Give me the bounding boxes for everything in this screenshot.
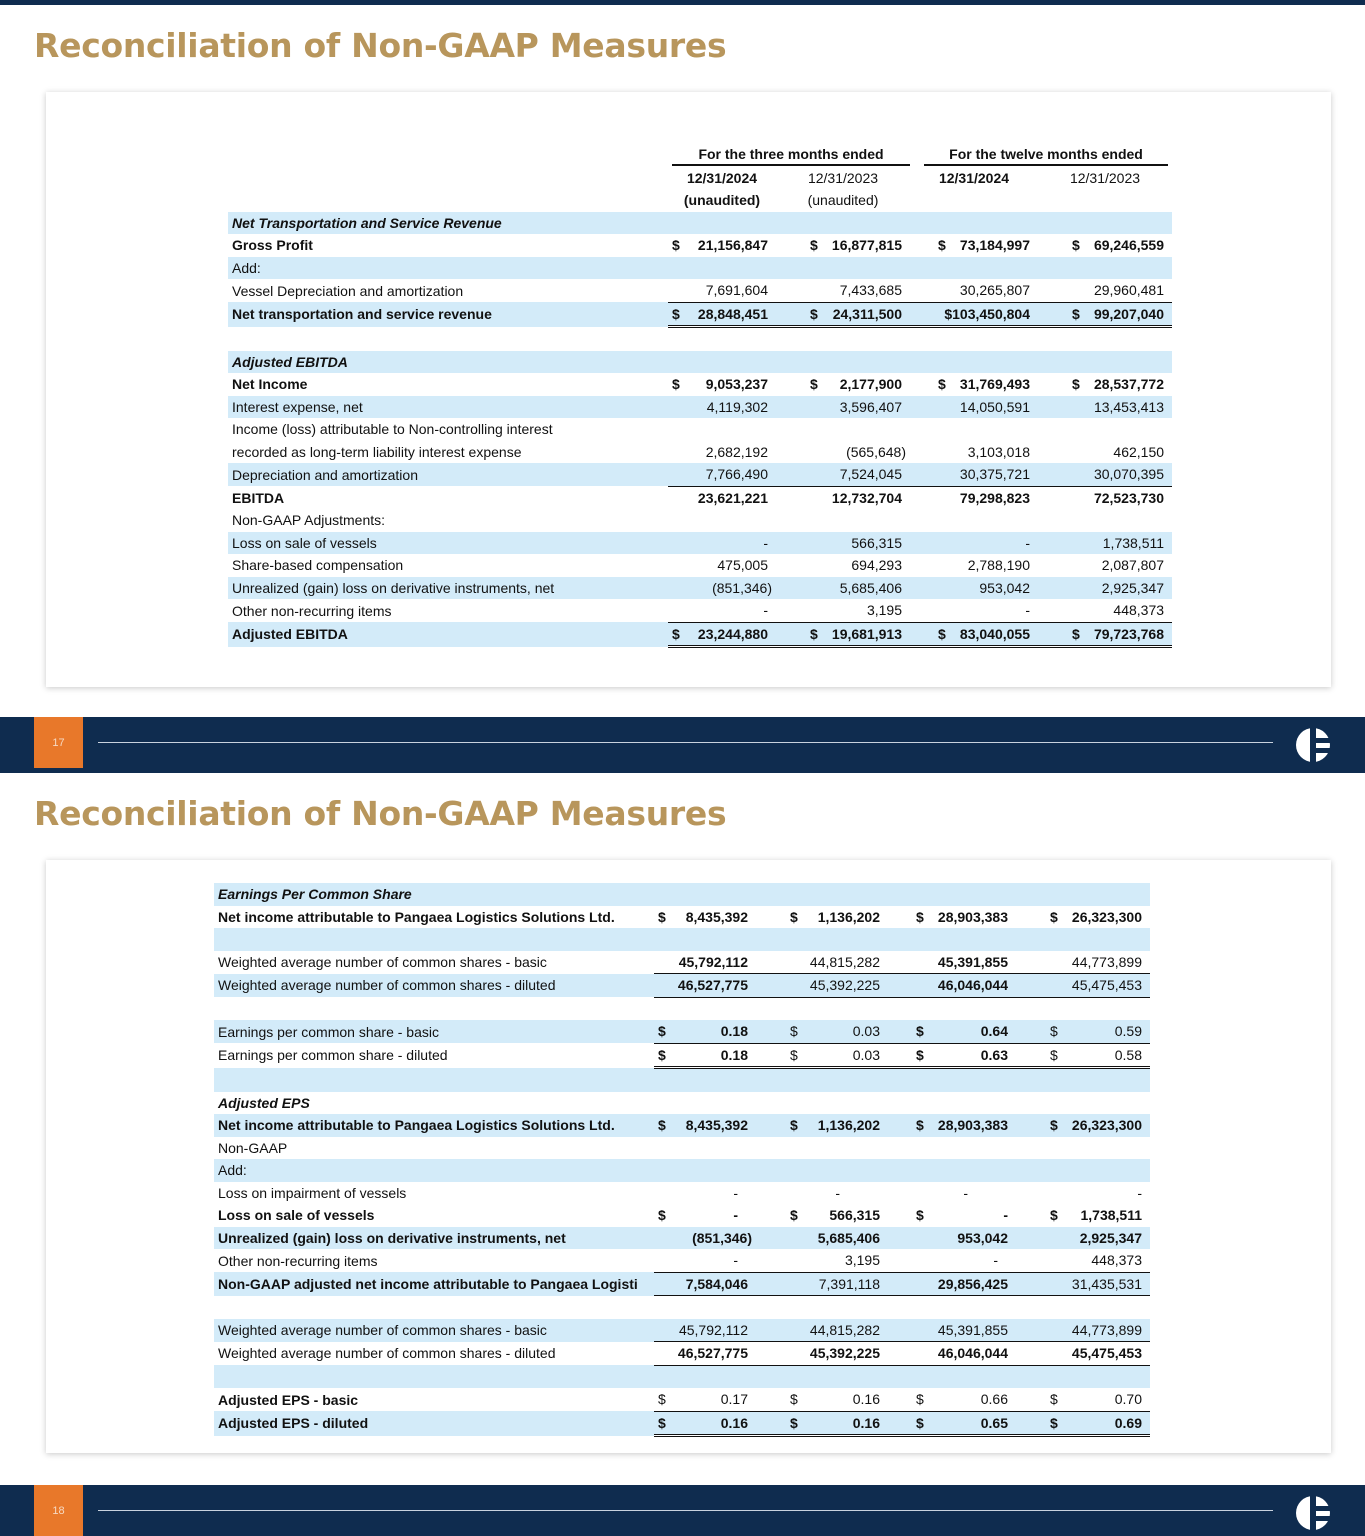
dollar-sign: $ <box>1072 305 1080 322</box>
section-row <box>214 1092 1150 1115</box>
table-row <box>214 1137 1150 1160</box>
dollar-sign: $ <box>1050 1046 1058 1063</box>
cell: - <box>733 1184 738 1201</box>
row-label: Non-GAAP <box>218 1139 288 1156</box>
dollar-sign: $ <box>916 1046 924 1063</box>
dollar-sign: $ <box>916 1391 924 1408</box>
table-row <box>228 396 1172 419</box>
dollar-sign: $ <box>810 625 818 642</box>
header-date-row <box>228 167 1172 190</box>
dollar-sign: $ <box>810 376 818 393</box>
unaudited-col-1: (unaudited) <box>683 192 761 209</box>
dollar-sign: $ <box>658 1046 666 1063</box>
cell: 0.59 <box>1114 1023 1142 1040</box>
footer-divider <box>98 742 1273 743</box>
row-label: Net income attributable to Pangaea Logistics Solutions Ltd. <box>218 908 615 925</box>
cell: 0.69 <box>1114 1414 1142 1431</box>
table-row <box>214 1272 1150 1296</box>
row-label: Adjusted EBITDA <box>228 622 668 647</box>
cell: 0.16 <box>852 1391 880 1408</box>
row-label: Adjusted EPS - basic <box>218 1391 359 1408</box>
table-row <box>214 951 1150 974</box>
spacer-row <box>214 1365 1150 1388</box>
cell: 3,103,018 <box>967 443 1030 460</box>
row-label: Net income attributable to Pangaea Logistics Solutions Ltd. <box>214 1114 654 1137</box>
table-row <box>214 1388 1150 1411</box>
row-label: Add: <box>214 1159 654 1182</box>
dollar-sign: $ <box>1050 1023 1058 1040</box>
dollar-sign: $ <box>790 908 798 925</box>
dollar-sign: $ <box>938 376 946 393</box>
row-label: Weighted average number of common shares - diluted <box>214 974 654 998</box>
cell: 23,621,221 <box>697 489 768 506</box>
cell: 7,433,685 <box>776 279 910 302</box>
table-row <box>228 302 1172 327</box>
cell: 79,298,823 <box>959 489 1030 506</box>
cell: - <box>1003 1207 1008 1224</box>
dollar-sign: $ <box>790 1414 798 1431</box>
slide-17-footer <box>0 717 1365 773</box>
cell: 462,150 <box>1113 443 1165 460</box>
cell: 1,738,511 <box>1038 532 1172 555</box>
row-label: EBITDA <box>232 489 285 506</box>
dollar-sign: $ <box>916 908 924 925</box>
cell: 26,323,300 <box>1071 908 1142 925</box>
top-accent-bar <box>0 0 1365 5</box>
cell: 31,769,493 <box>959 376 1030 393</box>
dollar-sign: $ <box>1072 625 1080 642</box>
cell: 5,685,406 <box>756 1227 888 1250</box>
dollar-sign: $ <box>790 1023 798 1040</box>
table-row <box>228 509 1172 532</box>
section-row <box>228 351 1172 374</box>
date-col-4: 12/31/2023 <box>1069 169 1141 186</box>
cell: (851,346) <box>668 577 776 600</box>
cell: 475,005 <box>717 557 768 574</box>
cell: 23,244,880 <box>697 625 768 642</box>
cell: 7,391,118 <box>756 1272 888 1296</box>
row-label: Loss on impairment of vessels <box>218 1184 407 1201</box>
cell: 30,070,395 <box>1038 463 1172 486</box>
cell: 28,848,451 <box>697 305 768 322</box>
cell: 3,195 <box>756 1249 888 1272</box>
cell: 0.03 <box>852 1023 880 1040</box>
three-months-header: For the three months ended <box>672 144 910 166</box>
eps-reconciliation-table <box>214 883 1150 1437</box>
cell: 72,523,730 <box>1093 489 1165 506</box>
cell: 0.17 <box>720 1391 748 1408</box>
row-label: Income (loss) attributable to Non-controlling interest <box>232 421 553 438</box>
cell: 12,732,704 <box>831 489 902 506</box>
row-label: recorded as long-term liability interest expense <box>232 443 522 460</box>
cell: 45,392,225 <box>756 1342 888 1366</box>
dollar-sign: $ <box>938 237 946 254</box>
company-logo-icon <box>1295 1495 1331 1531</box>
dollar-sign: $ <box>658 1023 666 1040</box>
cell: - <box>654 1249 756 1272</box>
spacer-row <box>214 1296 1150 1319</box>
cell: 953,042 <box>888 1227 1016 1250</box>
row-label: Earnings per common share - diluted <box>218 1047 448 1064</box>
table-row <box>214 1342 1150 1366</box>
table-row <box>228 599 1172 622</box>
cell: 4,119,302 <box>668 396 776 419</box>
twelve-months-header: For the twelve months ended <box>924 144 1168 166</box>
date-col-1: 12/31/2024 <box>686 169 758 186</box>
cell: 44,815,282 <box>756 1319 888 1342</box>
cell: 2,087,807 <box>1101 557 1165 574</box>
cell: 46,527,775 <box>654 974 756 998</box>
cell: 44,815,282 <box>756 951 888 974</box>
cell: 0.18 <box>720 1046 748 1063</box>
cell: 13,453,413 <box>1038 396 1172 419</box>
dollar-sign: $ <box>916 1207 924 1224</box>
table-row <box>214 1204 1150 1227</box>
row-label: Gross Profit <box>232 237 313 254</box>
cell: 2,925,347 <box>1038 577 1172 600</box>
dollar-sign: $ <box>810 237 818 254</box>
cell: 46,527,775 <box>654 1342 756 1366</box>
cell: 1,738,511 <box>1080 1207 1142 1224</box>
table-row <box>228 257 1172 280</box>
cell: 0.64 <box>980 1023 1008 1040</box>
cell: 29,960,481 <box>1038 279 1172 302</box>
table-row <box>214 974 1150 998</box>
dollar-sign: $ <box>658 1117 666 1134</box>
cell: 2,682,192 <box>705 443 768 460</box>
cell: 46,046,044 <box>888 1342 1016 1366</box>
dollar-sign: $ <box>916 1117 924 1134</box>
cell: 28,903,383 <box>937 1117 1008 1134</box>
table-row <box>228 577 1172 600</box>
table-row <box>214 1182 1150 1205</box>
row-label: Net transportation and service revenue <box>228 302 668 327</box>
cell: 8,435,392 <box>685 908 748 925</box>
spacer-row <box>214 1068 1150 1092</box>
cell: 1,136,202 <box>817 1117 880 1134</box>
table-row <box>214 1043 1150 1068</box>
cell: 7,766,490 <box>668 463 776 486</box>
cell: 44,773,899 <box>1016 1319 1150 1342</box>
cell: 19,681,913 <box>831 625 902 642</box>
table-row <box>214 1114 1150 1137</box>
cell: - <box>963 1184 968 1201</box>
cell: 5,685,406 <box>776 577 910 600</box>
dollar-sign: $ <box>1072 376 1080 393</box>
cell: 0.63 <box>980 1046 1008 1063</box>
ebitda-reconciliation-table <box>228 144 1172 648</box>
row-label: Unrealized (gain) loss on derivative instruments, net <box>214 1227 654 1250</box>
dollar-sign: $ <box>1050 1391 1058 1408</box>
cell: 46,046,044 <box>888 974 1016 998</box>
cell: 0.18 <box>720 1023 748 1040</box>
row-label: Share-based compensation <box>232 557 404 574</box>
cell: 0.16 <box>720 1414 748 1431</box>
row-label: Add: <box>228 257 668 280</box>
table-row <box>228 463 1172 486</box>
dollar-sign: $ <box>790 1391 798 1408</box>
cell: 45,391,855 <box>888 951 1016 974</box>
cell: 83,040,055 <box>959 625 1030 642</box>
cell: 3,596,407 <box>776 396 910 419</box>
cell: 14,050,591 <box>910 396 1038 419</box>
cell: 7,691,604 <box>668 279 776 302</box>
dollar-sign: $ <box>916 1414 924 1431</box>
cell: 0.03 <box>852 1046 880 1063</box>
dollar-sign: $ <box>672 625 680 642</box>
cell: 566,315 <box>829 1207 880 1224</box>
section-title: Adjusted EBITDA <box>228 351 668 374</box>
cell: 3,195 <box>776 599 910 622</box>
slide-17-title: Reconciliation of Non-GAAP Measures <box>34 26 727 65</box>
date-col-2: 12/31/2023 <box>807 169 879 186</box>
row-label: Loss on sale of vessels <box>228 532 668 555</box>
row-label: Non-GAAP Adjustments: <box>232 512 386 529</box>
row-label: Weighted average number of common shares - diluted <box>218 1345 556 1362</box>
cell: 79,723,768 <box>1093 625 1165 642</box>
dollar-sign: $ <box>658 908 666 925</box>
dollar-sign: $ <box>1050 1117 1058 1134</box>
company-logo-icon <box>1295 727 1331 763</box>
section-title: Adjusted EPS <box>218 1094 310 1111</box>
table-row <box>228 532 1172 555</box>
cell: 69,246,559 <box>1093 237 1165 254</box>
table-row <box>228 441 1172 464</box>
cell: 0.58 <box>1114 1046 1142 1063</box>
cell: 21,156,847 <box>697 237 768 254</box>
cell: 7,584,046 <box>654 1272 756 1296</box>
dollar-sign: $ <box>790 1117 798 1134</box>
row-label: Vessel Depreciation and amortization <box>232 282 464 299</box>
row-label: Non-GAAP adjusted net income attributable to Pangaea Logisti <box>214 1272 654 1296</box>
dollar-sign: $ <box>916 1023 924 1040</box>
row-label: Unrealized (gain) loss on derivative instruments, net <box>228 577 668 600</box>
cell: 30,265,807 <box>910 279 1038 302</box>
table-row <box>228 418 1172 441</box>
cell: 45,792,112 <box>654 1319 756 1342</box>
dollar-sign: $ <box>790 1207 798 1224</box>
row-label: Loss on sale of vessels <box>218 1207 375 1224</box>
row-label: Other non-recurring items <box>232 602 392 619</box>
cell: 99,207,040 <box>1093 305 1165 322</box>
cell: 31,435,531 <box>1016 1272 1150 1296</box>
dollar-sign: $ <box>672 376 680 393</box>
section-title: Net Transportation and Service Revenue <box>228 212 668 235</box>
cell: $103,450,804 <box>910 302 1038 327</box>
table-row <box>228 279 1172 302</box>
cell: 45,475,453 <box>1016 974 1150 998</box>
cell: - <box>888 1249 1016 1272</box>
section-row <box>214 883 1150 906</box>
table-row <box>228 234 1172 257</box>
cell: 9,053,237 <box>705 376 768 393</box>
cell: 0.70 <box>1114 1391 1142 1408</box>
cell: 45,792,112 <box>654 951 756 974</box>
cell: - <box>910 532 1038 555</box>
cell: 8,435,392 <box>685 1117 748 1134</box>
spacer-row <box>228 327 1172 351</box>
unaudited-col-2: (unaudited) <box>807 192 879 209</box>
cell: (565,648) <box>846 443 906 460</box>
header-period-row <box>228 144 1172 167</box>
table-row <box>214 1249 1150 1272</box>
cell: 44,773,899 <box>1016 951 1150 974</box>
cell: - <box>1137 1184 1142 1201</box>
page-number: 18 <box>34 1485 83 1536</box>
cell: - <box>668 599 776 622</box>
cell: 448,373 <box>1016 1249 1150 1272</box>
spacer-row <box>214 997 1150 1020</box>
cell: 30,375,721 <box>910 463 1038 486</box>
table-row <box>228 373 1172 396</box>
cell: 28,537,772 <box>1093 376 1165 393</box>
cell: 2,925,347 <box>1016 1227 1150 1250</box>
cell: 45,392,225 <box>756 974 888 998</box>
slide-18-title: Reconciliation of Non-GAAP Measures <box>34 794 727 833</box>
row-label: Adjusted EPS - diluted <box>214 1411 654 1436</box>
section-title: Earnings Per Common Share <box>214 883 654 906</box>
row-label: Net Income <box>232 376 308 393</box>
table-row <box>228 486 1172 509</box>
row-label: Earnings per common share - basic <box>214 1020 654 1043</box>
row-label: Interest expense, net <box>228 396 668 419</box>
dollar-sign: $ <box>1072 237 1080 254</box>
cell: 29,856,425 <box>888 1272 1016 1296</box>
dollar-sign: $ <box>672 305 680 322</box>
cell: 448,373 <box>1038 599 1172 622</box>
table-row <box>214 1227 1150 1250</box>
cell: 0.16 <box>852 1414 880 1431</box>
cell: 566,315 <box>776 532 910 555</box>
cell: 2,177,900 <box>839 376 902 393</box>
cell: - <box>668 532 776 555</box>
table-row <box>214 1411 1150 1436</box>
slide-18-footer <box>0 1485 1365 1536</box>
cell: 24,311,500 <box>832 305 902 322</box>
slide-17-table-card <box>46 92 1331 687</box>
section-row <box>228 212 1172 235</box>
cell: 7,524,045 <box>776 463 910 486</box>
row-label: Depreciation and amortization <box>228 463 668 486</box>
date-col-3: 12/31/2024 <box>938 169 1010 186</box>
dollar-sign: $ <box>658 1414 666 1431</box>
cell: - <box>733 1207 738 1224</box>
cell: - <box>835 1184 840 1201</box>
row-label: Weighted average number of common shares - basic <box>214 1319 654 1342</box>
dollar-sign: $ <box>1050 1207 1058 1224</box>
dollar-sign: $ <box>658 1391 666 1408</box>
dollar-sign: $ <box>672 237 680 254</box>
header-unaudited-row <box>228 189 1172 212</box>
dollar-sign: $ <box>1050 908 1058 925</box>
table-row <box>228 554 1172 577</box>
table-row <box>214 906 1150 929</box>
table-row <box>214 1319 1150 1342</box>
cell: 45,475,453 <box>1016 1342 1150 1366</box>
row-label: Other non-recurring items <box>218 1252 378 1269</box>
cell: 1,136,202 <box>817 908 880 925</box>
dollar-sign: $ <box>658 1207 666 1224</box>
cell: 0.66 <box>980 1391 1008 1408</box>
cell: 26,323,300 <box>1071 1117 1142 1134</box>
dollar-sign: $ <box>810 305 818 322</box>
cell: 0.65 <box>980 1414 1008 1431</box>
cell: 694,293 <box>851 557 902 574</box>
dollar-sign: $ <box>938 625 946 642</box>
dollar-sign: $ <box>1050 1414 1058 1431</box>
row-label: Weighted average number of common shares - basic <box>218 954 547 970</box>
spacer-row <box>214 928 1150 951</box>
page-number: 17 <box>34 717 83 768</box>
cell: 73,184,997 <box>959 237 1030 254</box>
cell: (851,346) <box>654 1227 756 1250</box>
table-row <box>214 1159 1150 1182</box>
cell: 45,391,855 <box>888 1319 1016 1342</box>
slide-18-table-card <box>46 860 1331 1453</box>
table-row <box>214 1020 1150 1043</box>
cell: - <box>910 599 1038 622</box>
dollar-sign: $ <box>790 1046 798 1063</box>
cell: 28,903,383 <box>937 908 1008 925</box>
cell: 953,042 <box>910 577 1038 600</box>
footer-divider <box>98 1510 1273 1511</box>
table-row <box>228 622 1172 647</box>
cell: 2,788,190 <box>967 557 1030 574</box>
cell: 16,877,815 <box>831 237 902 254</box>
